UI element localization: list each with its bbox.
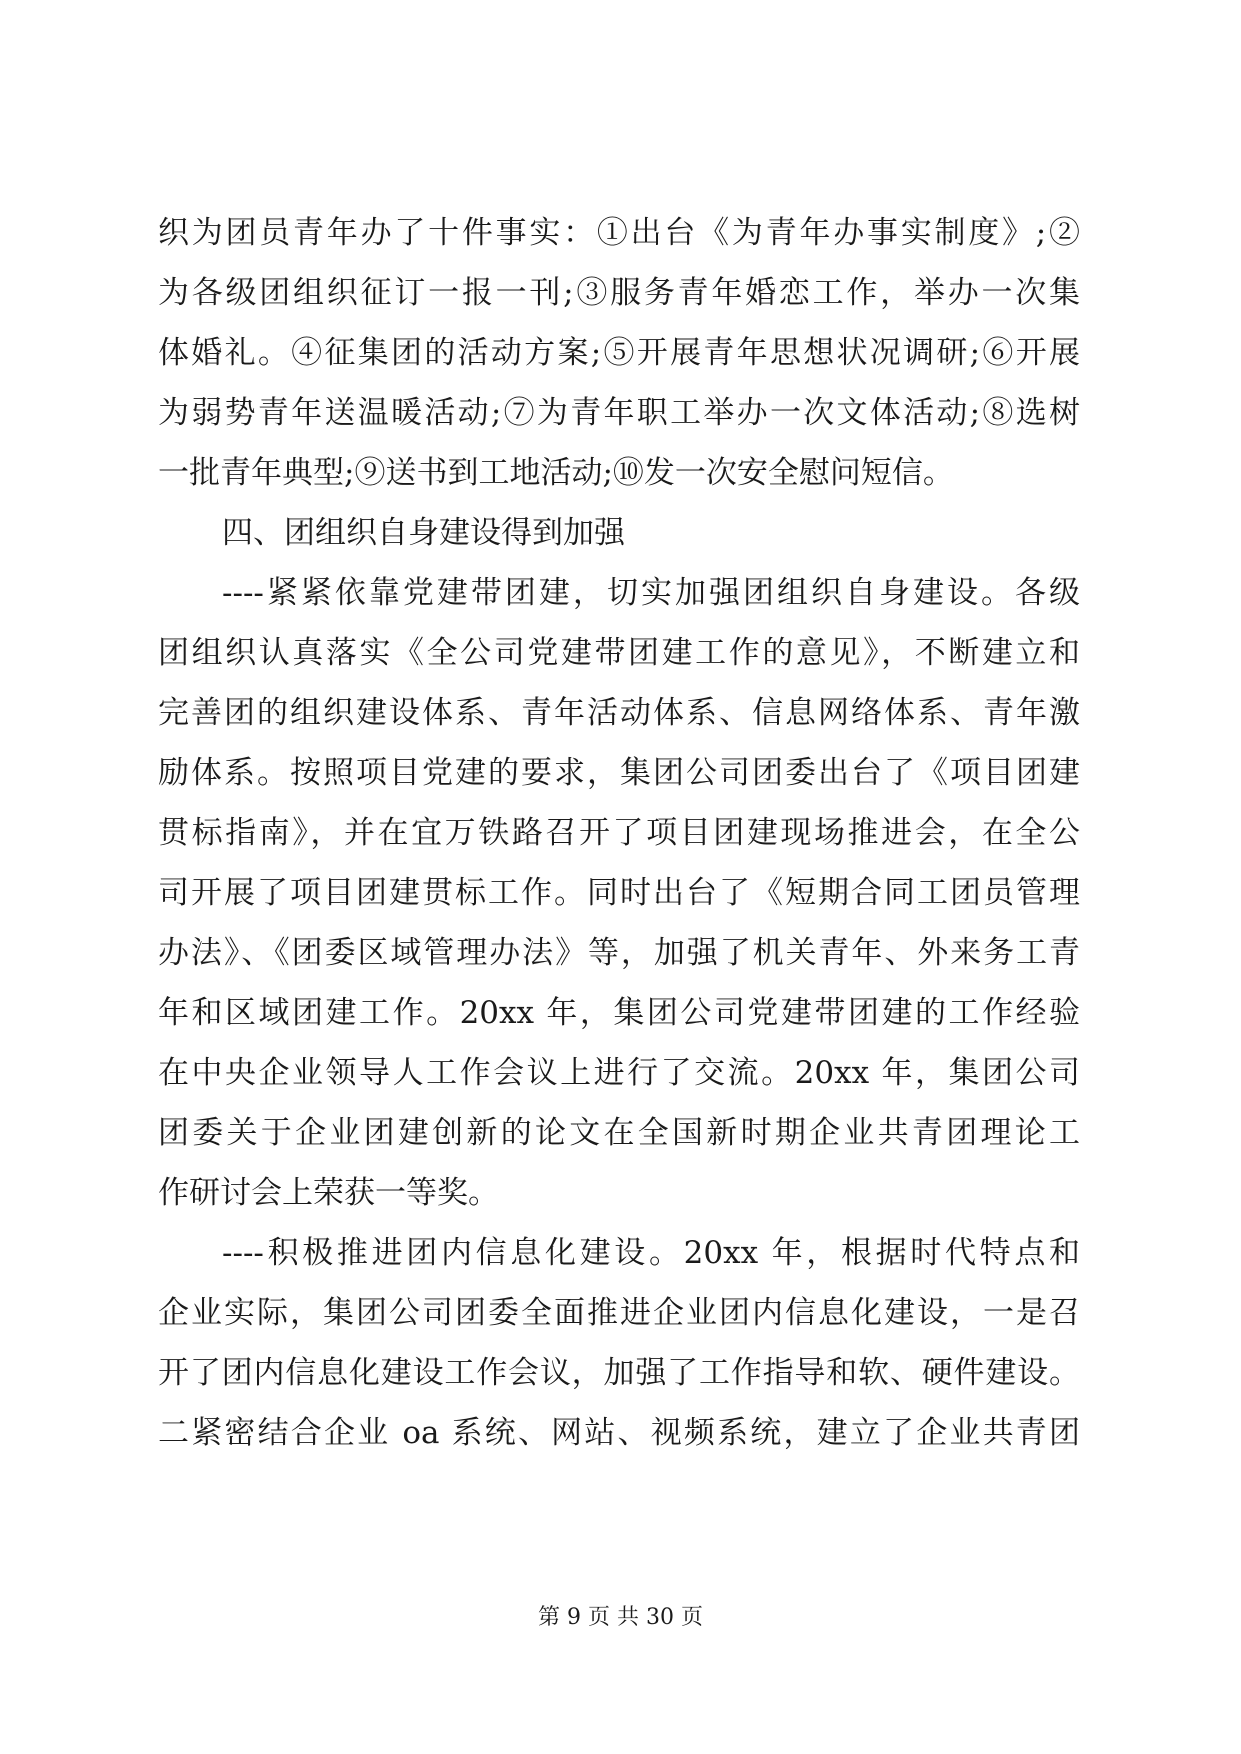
paragraph-line: 二紧密结合企业 oa 系统、网站、视频系统，建立了企业共青团 — [158, 1415, 1080, 1451]
paragraph-line: 为弱势青年送温暖活动;⑦为青年职工举办一次文体活动;⑧选树 — [158, 395, 1080, 431]
page-number-footer: 第 9 页 共 30 页 — [538, 1605, 703, 1630]
paragraph-line: 年和区域团建工作。20xx 年，集团公司党建带团建的工作经验 — [158, 995, 1080, 1031]
section-heading: 四、团组织自身建设得到加强 — [222, 515, 625, 551]
paragraph-line: ----积极推进团内信息化建设。20xx 年，根据时代特点和 — [222, 1235, 1080, 1271]
paragraph-line: 一批青年典型;⑨送书到工地活动;⑩发一次安全慰问短信。 — [158, 455, 954, 491]
paragraph-line: 励体系。按照项目党建的要求，集团公司团委出台了《项目团建 — [158, 755, 1080, 791]
paragraph-line: 企业实际，集团公司团委全面推进企业团内信息化建设，一是召 — [158, 1295, 1080, 1331]
paragraph-line: 为各级团组织征订一报一刊;③服务青年婚恋工作，举办一次集 — [158, 275, 1080, 311]
paragraph-line: 贯标指南》，并在宜万铁路召开了项目团建现场推进会，在全公 — [158, 815, 1080, 851]
paragraph-line: 作研讨会上荣获一等奖。 — [158, 1175, 499, 1211]
paragraph-line: 团委关于企业团建创新的论文在全国新时期企业共青团理论工 — [158, 1115, 1080, 1151]
paragraph-line: 团组织认真落实《全公司党建带团建工作的意见》，不断建立和 — [158, 635, 1080, 671]
paragraph-line: 在中央企业领导人工作会议上进行了交流。20xx 年，集团公司 — [158, 1055, 1080, 1091]
paragraph-line: 体婚礼。④征集团的活动方案;⑤开展青年思想状况调研;⑥开展 — [158, 335, 1080, 371]
paragraph-line: 办法》、《团委区域管理办法》等，加强了机关青年、外来务工青 — [158, 935, 1080, 971]
paragraph-line: 完善团的组织建设体系、青年活动体系、信息网络体系、青年激 — [158, 695, 1080, 731]
paragraph-line: ----紧紧依靠党建带团建，切实加强团组织自身建设。各级 — [222, 575, 1080, 611]
paragraph-line: 织为团员青年办了十件事实：①出台《为青年办事实制度》;② — [158, 215, 1080, 251]
paragraph-line: 开了团内信息化建设工作会议，加强了工作指导和软、硬件建设。 — [158, 1355, 1080, 1391]
paragraph-line: 司开展了项目团建贯标工作。同时出台了《短期合同工团员管理 — [158, 875, 1080, 911]
